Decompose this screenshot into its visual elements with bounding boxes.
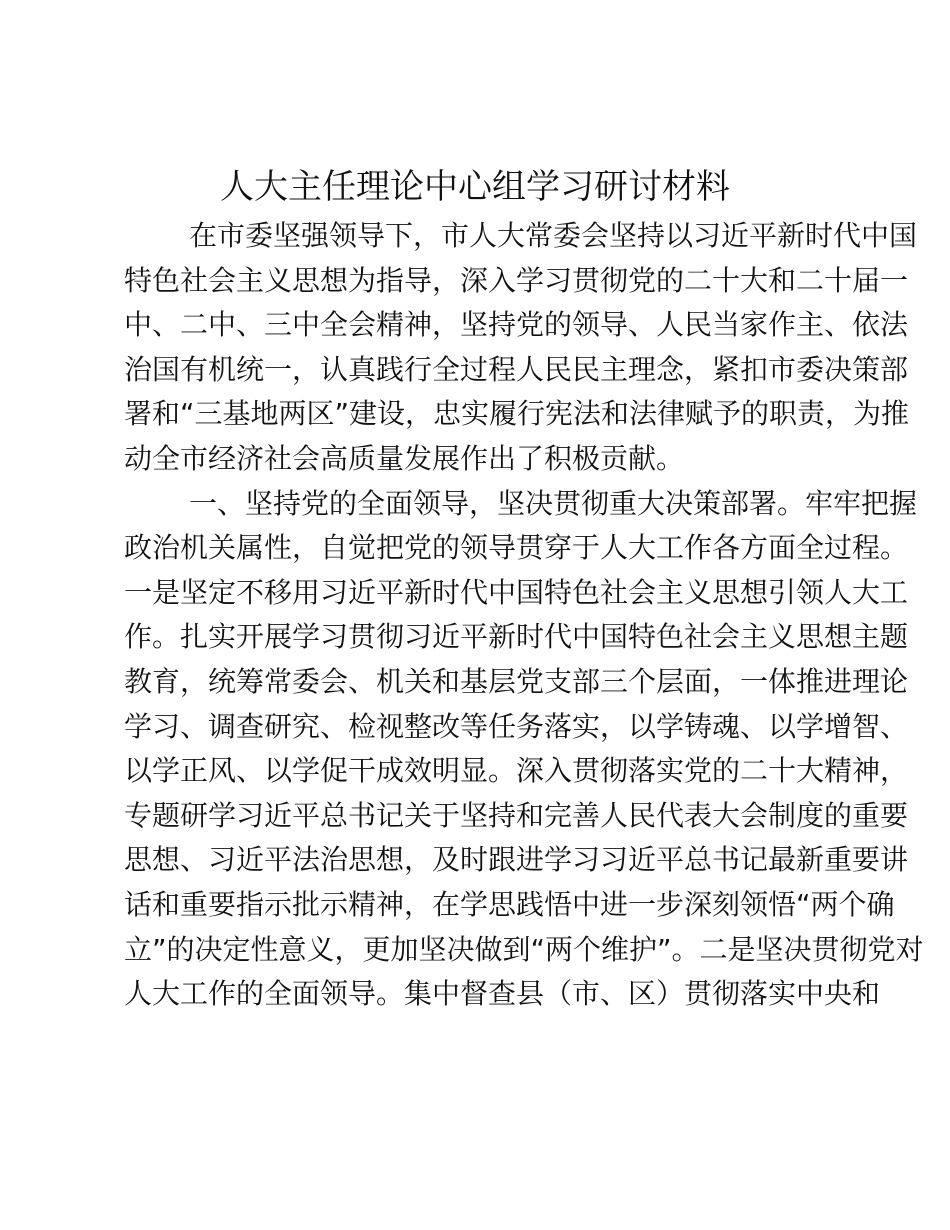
- text-line: 思想、习近平法治思想，及时跟进学习习近平总书记最新重要讲: [124, 843, 909, 877]
- text-line: 一、坚持党的全面领导，坚决贯彻重大决策部署。牢牢把握: [189, 486, 918, 520]
- text-line: 署和“三基地两区”建设，忠实履行宪法和法律赋予的职责，为推: [124, 397, 910, 431]
- text-line: 人大工作的全面领导。集中督查县（市、区）贯彻落实中央和: [124, 977, 881, 1011]
- text-line: 一是坚定不移用习近平新时代中国特色社会主义思想引领人大工: [124, 575, 909, 609]
- text-line: 动全市经济社会高质量发展作出了积极贡献。: [124, 441, 685, 475]
- text-line: 在市委坚强领导下，市人大常委会坚持以习近平新时代中国: [189, 219, 918, 252]
- text-line: 立”的决定性意义，更加坚决做到“两个维护”。二是坚决贯彻党对: [124, 932, 924, 966]
- text-line: 特色社会主义思想为指导，深入学习贯彻党的二十大和二十届一: [124, 263, 909, 297]
- paragraph: [124, 214, 918, 482]
- text-line: 治国有机统一，认真践行全过程人民民主理念，紧扣市委决策部: [124, 352, 909, 386]
- text-line: 作。扎实开展学习贯彻习近平新时代中国特色社会主义思想主题: [124, 620, 909, 654]
- document-title: 人大主任理论中心组学习研讨材料: [220, 167, 730, 207]
- text-line: 以学正风、以学促干成效明显。深入贯彻落实党的二十大精神，: [124, 754, 909, 788]
- text-line: 话和重要指示批示精神，在学思践悟中进一步深刻领悟“两个确: [124, 887, 895, 921]
- paragraph: [124, 482, 924, 1017]
- text-line: 专题研学习近平总书记关于坚持和完善人民代表大会制度的重要: [124, 798, 909, 832]
- text-line: 学习、调查研究、检视整改等任务落实，以学铸魂、以学增智、: [124, 709, 909, 743]
- text-line: 政治机关属性，自觉把党的领导贯穿于人大工作各方面全过程。: [124, 531, 909, 565]
- text-line: 教育，统筹常委会、机关和基层党支部三个层面，一体推进理论: [124, 664, 909, 698]
- text-line: 中、二中、三中全会精神，坚持党的领导、人民当家作主、依法: [124, 308, 909, 342]
- document-body: [124, 214, 924, 1017]
